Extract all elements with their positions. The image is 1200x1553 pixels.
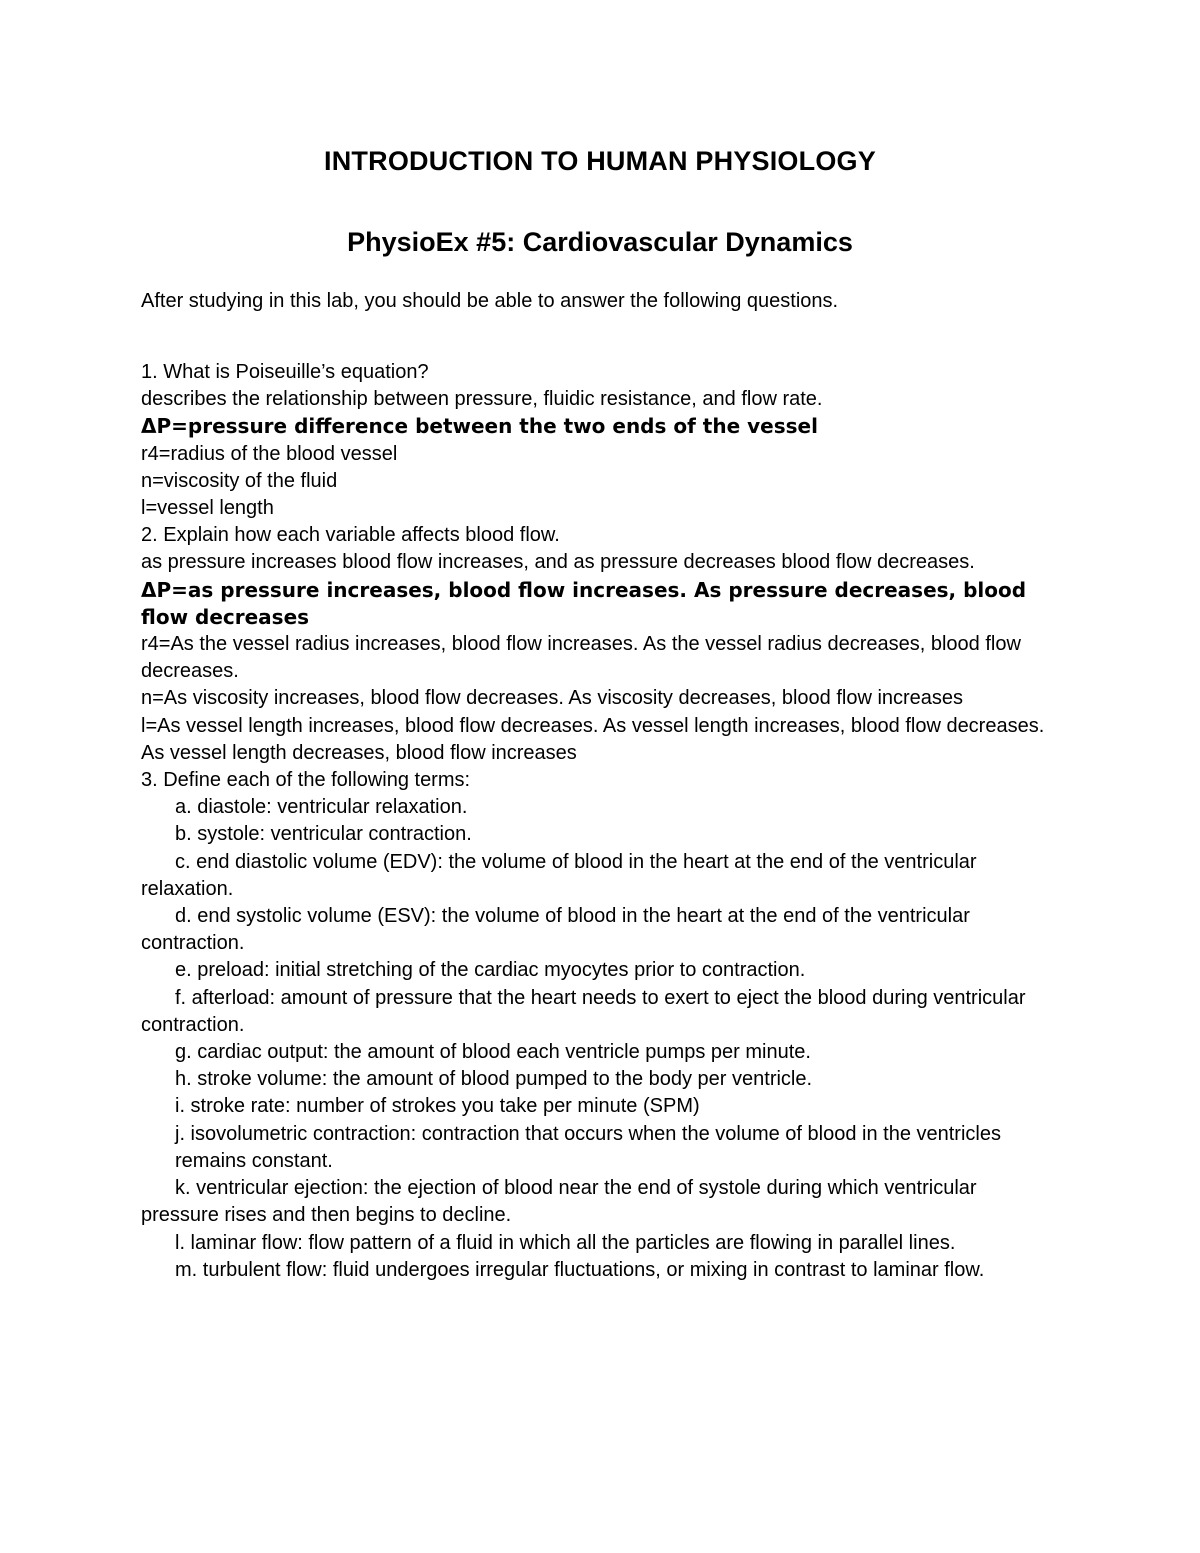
question-list [141, 359, 1051, 1284]
answer-1: describes the relationship between pressure, fluidic resistance, and flow rate. [141, 388, 823, 411]
term-i: i. stroke rate: number of strokes you take per minute (SPM) [175, 1095, 700, 1118]
term-l: l. laminar flow: flow pattern of a fluid in which all the particles are flowing in parallel lines. [175, 1231, 956, 1254]
term-j: j. isovolumetric contraction: contraction that occurs when the volume of blood in the ventricles remains constant. [175, 1122, 1001, 1172]
term-c: c. end diastolic volume (EDV): the volume of blood in the heart at the end of the ventricular relaxation. [141, 850, 977, 900]
term-d: d. end systolic volume (ESV): the volume of blood in the heart at the end of the ventricular contraction. [141, 905, 970, 955]
question-2: 2. Explain how each variable affects blood flow. [141, 524, 560, 547]
answer-2-l: l=As vessel length increases, blood flow decreases. As vessel length increases, blood flow decreases. As vessel length decreases, blood flow increases [141, 714, 1045, 764]
answer-1-delta-p: ΔP=pressure difference between the two ends of the vessel [141, 414, 818, 439]
answer-1-r4: r4=radius of the blood vessel [141, 442, 398, 465]
term-k: k. ventricular ejection: the ejection of blood near the end of systole during which ventricular pressure rises and then begins to decline. [141, 1177, 977, 1227]
answer-1-l: l=vessel length [141, 497, 274, 520]
question-1: 1. What is Poiseuille’s equation? [141, 361, 429, 383]
term-b: b. systole: ventricular contraction. [175, 823, 472, 846]
answer-2: as pressure increases blood flow increases, and as pressure decreases blood flow decreases. [141, 551, 975, 574]
term-h: h. stroke volume: the amount of blood pumped to the body per ventricle. [175, 1068, 813, 1091]
term-e: e. preload: initial stretching of the cardiac myocytes prior to contraction. [175, 959, 806, 982]
term-g: g. cardiac output: the amount of blood each ventricle pumps per minute. [175, 1041, 811, 1064]
term-a: a. diastole: ventricular relaxation. [175, 796, 468, 819]
term-f: f. afterload: amount of pressure that the heart needs to exert to eject the blood during ventricular contraction. [141, 986, 1026, 1036]
intro-text: After studying in this lab, you should be able to answer the following questions. [141, 290, 839, 312]
document-title: INTRODUCTION TO HUMAN PHYSIOLOGY [324, 146, 876, 176]
question-3: 3. Define each of the following terms: [141, 769, 471, 792]
answer-2-n: n=As viscosity increases, blood flow decreases. As viscosity decreases, blood flow increases [141, 687, 964, 710]
answer-2-delta-p: ΔP=as pressure increases, blood flow increases. As pressure decreases, blood flow decreases [141, 577, 1027, 629]
answer-1-n: n=viscosity of the fluid [141, 469, 338, 492]
term-m: m. turbulent flow: fluid undergoes irregular fluctuations, or mixing in contrast to laminar flow. [175, 1258, 985, 1281]
answer-2-r4: r4=As the vessel radius increases, blood flow increases. As the vessel radius decreases, blood flow decreases. [141, 633, 1021, 683]
document-subtitle: PhysioEx #5: Cardiovascular Dynamics [347, 227, 853, 257]
